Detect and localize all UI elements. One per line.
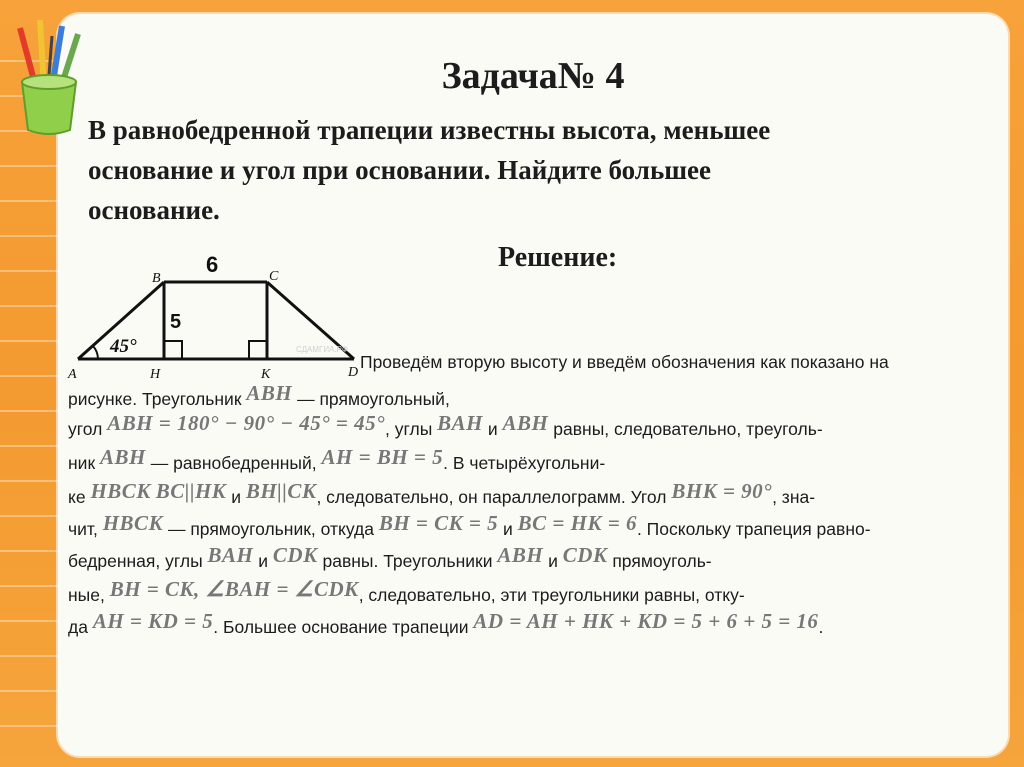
formula: HBCK [102,511,164,535]
text-line: рисунке. Треугольник ABH — прямоугольный, [68,381,450,409]
label-top-base: 6 [206,252,219,277]
formula: BH = CK = 5 [378,511,499,535]
solution-heading: Решение: [498,242,618,273]
pencil-cup-icon [6,18,90,138]
formula: ABH [502,411,549,435]
text-line: ке HBCK BC||HK и BH||CK, следовательно, он параллелограмм. Угол BHK = 90°, зна- [68,479,816,507]
formula: BH = CK, ∠BAH = ∠CDK [109,577,359,601]
label-height: 5 [170,311,182,333]
vertex-d-label: D [348,365,359,380]
formula: BAH [437,411,484,435]
slide-panel [58,14,1008,756]
formula: BC = HK = 6 [517,511,637,535]
text-line: ные, BH = CK, ∠BAH = ∠CDK, следовательно, эти треугольники равны, отку- [68,577,745,605]
right-angle-mark-k [249,341,267,359]
text-line: бедренная, углы BAH и CDK равны. Треугольники ABH и CDK прямоуголь- [68,543,712,571]
formula: BC||HK [155,479,227,503]
angle-arc-a [93,346,98,359]
text-line: ник ABH — равнобедренный, AH = BH = 5. В четырёхугольни- [68,445,606,473]
formula: ABH [99,445,146,469]
formula: ABH = 180° − 90° − 45° = 45° [107,411,386,435]
problem-line: В равнобедренной трапеции известны высота, меньшее [88,115,771,145]
text-line: чит, HBCK — прямоугольник, откуда BH = CK = 5 и BC = HK = 6. Поскольку трапеция равно- [68,511,871,539]
problem-line: основание и угол при основании. Найдите большее [88,155,711,185]
problem-statement [88,110,988,230]
vertex-c-label: C [269,269,279,284]
formula: AD = AH + HK + KD = 5 + 6 + 5 = 16 [473,609,819,633]
formula: AH = BH = 5 [321,445,444,469]
vertex-h-label: H [150,367,161,382]
vertex-b-label: B [152,271,161,286]
trapezoid-figure [64,252,364,382]
text-line: да AH = KD = 5. Большее основание трапеции AD = AH + HK + KD = 5 + 6 + 5 = 16. [68,609,824,637]
formula: BHK = 90° [671,479,773,503]
right-angle-mark-h [164,341,182,359]
label-angle: 45° [110,336,137,357]
figure-watermark: СДАМГИА.РФ [296,345,348,354]
text-line: угол ABH = 180° − 90° − 45° = 45°, углы BAH и ABH равны, следовательно, треуголь- [68,411,823,439]
text-line: Проведём вторую высоту и введём обозначения как показано на [360,352,889,372]
formula: HBCK [90,479,151,503]
vertex-a-label: A [68,367,77,382]
formula: AH = KD = 5 [92,609,214,633]
formula: BH||CK [245,479,317,503]
formula: CDK [562,543,608,567]
formula: ABH [497,543,544,567]
formula: CDK [272,543,318,567]
slide-title: Задача№ 4 [441,55,625,97]
vertex-k-label: K [261,367,271,382]
formula: ABH [246,381,293,405]
problem-line: основание. [88,195,220,225]
formula: BAH [207,543,254,567]
